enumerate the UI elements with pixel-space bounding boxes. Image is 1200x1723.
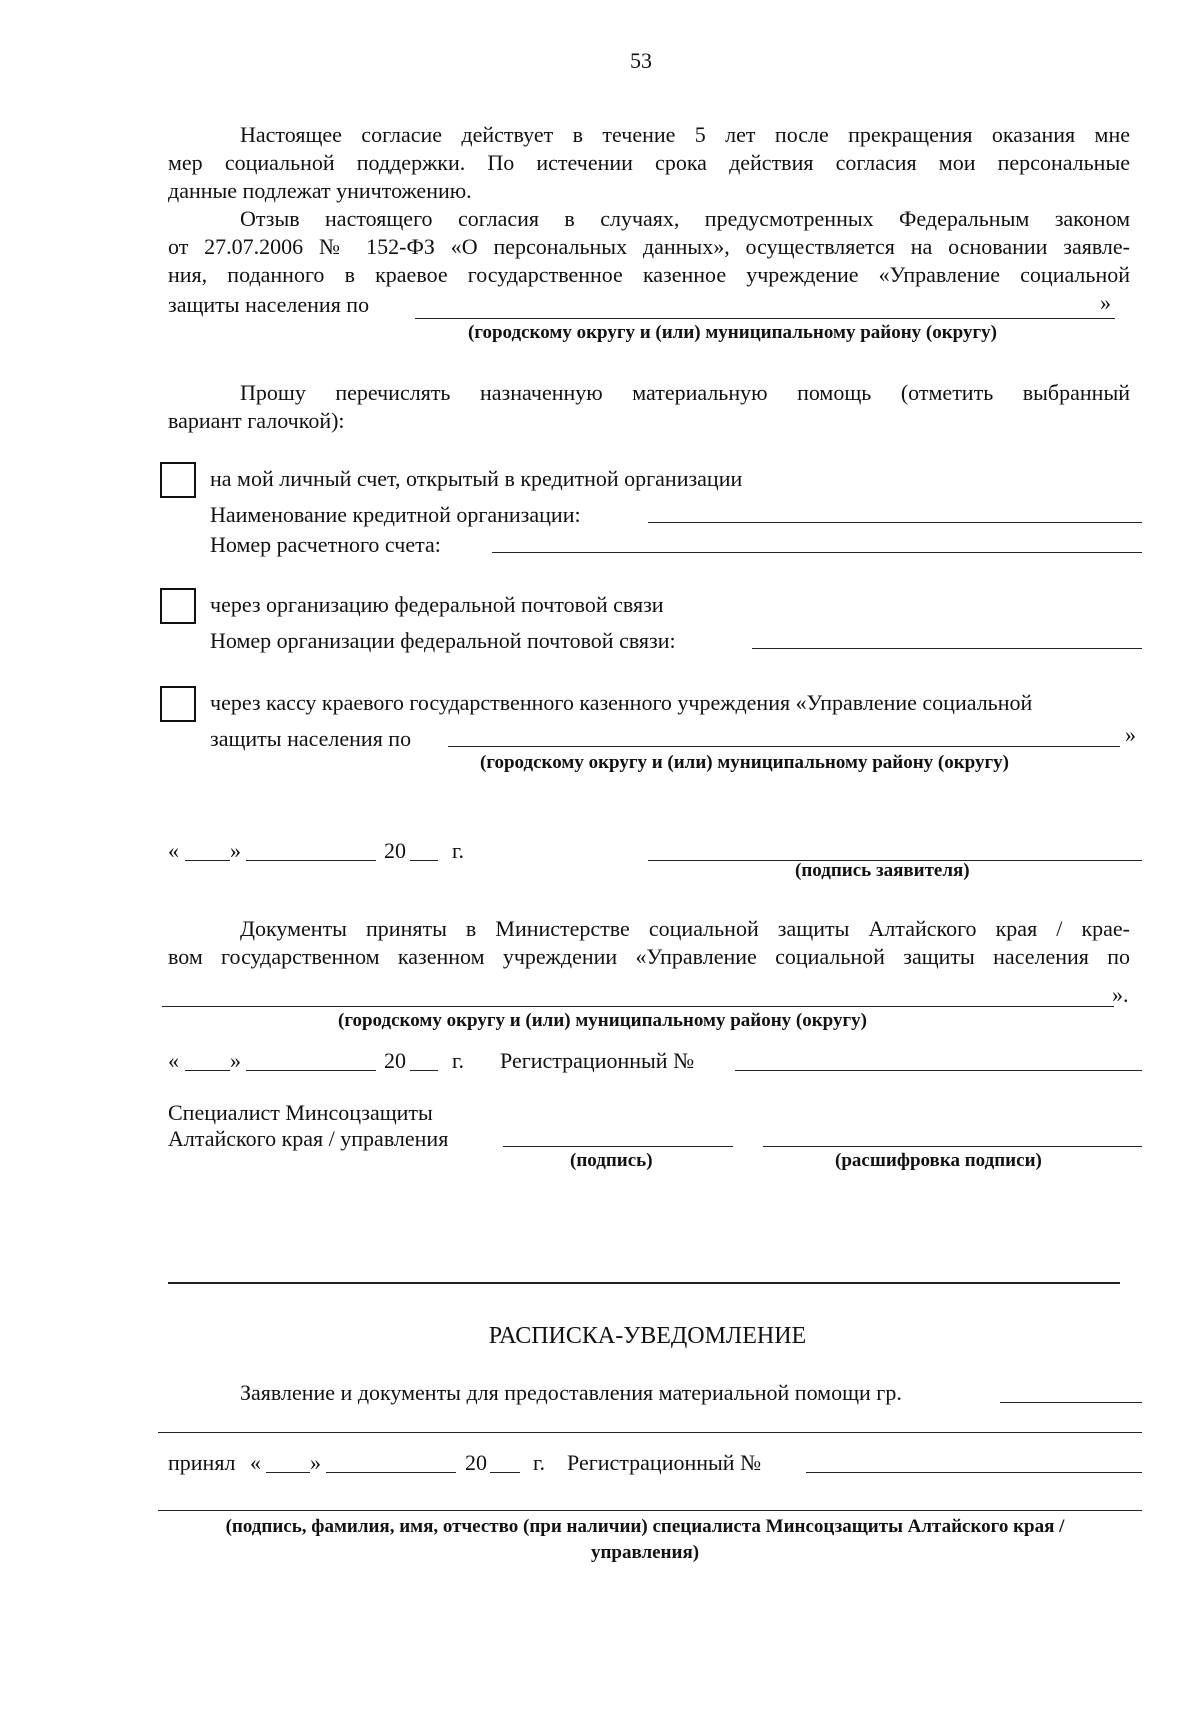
checkbox-cashier[interactable] (160, 686, 196, 722)
district-field-3[interactable] (162, 1006, 1114, 1007)
consent-p2-line3: ния, поданного в краевое государственное казенное учреждение «Управление социальной (168, 262, 1130, 287)
date-open-quote-2: « (168, 1048, 179, 1073)
separator-line (168, 1282, 1120, 1284)
year-field-1[interactable] (410, 860, 438, 861)
registration-label-1: Регистрационный № (500, 1048, 695, 1073)
year-suffix-3: г. (533, 1450, 546, 1475)
bank-name-field[interactable] (648, 522, 1142, 523)
year-prefix-3: 20 (465, 1450, 487, 1475)
option-post-title: через организацию федеральной почтовой связи (210, 592, 664, 617)
date-open-quote-3: « (250, 1450, 261, 1475)
date-close-quote-2: » (230, 1048, 241, 1073)
post-office-number-label: Номер организации федеральной почтовой связи: (210, 628, 676, 653)
year-prefix-2: 20 (384, 1048, 406, 1073)
receipt-footer-line2: управления) (590, 1542, 700, 1563)
citizen-name-field[interactable] (158, 1432, 1142, 1433)
registration-number-field-2[interactable] (806, 1472, 1142, 1473)
quote-close-2: » (1125, 722, 1136, 747)
district-field-1[interactable] (415, 318, 1115, 319)
consent-p2-line2: от 27.07.2006 № 152-ФЗ «О персональных данных», осуществляется на основании заявле- (168, 234, 1130, 259)
specialist-full-signature-field[interactable] (158, 1510, 1142, 1511)
registration-label-2: Регистрационный № (567, 1450, 762, 1475)
consent-p1-line3: данные подлежат уничтожению. (168, 178, 472, 203)
payment-intro-line2: вариант галочкой): (168, 408, 345, 433)
month-field-3[interactable] (326, 1472, 456, 1473)
accepted-line1: Документы приняты в Министерстве социальной защиты Алтайского края / крае- (240, 916, 1130, 941)
receipt-title: РАСПИСКА-УВЕДОМЛЕНИЕ (488, 1323, 807, 1349)
account-number-label: Номер расчетного счета: (210, 532, 441, 557)
receipt-accepted-prefix: принял (168, 1450, 236, 1475)
consent-p2-line1: Отзыв настоящего согласия в случаях, предусмотренных Федеральным законом (240, 206, 1130, 231)
payment-intro-line1: Прошу перечислять назначенную материальную помощь (отметить выбранный (240, 380, 1130, 405)
consent-p2-line4: защиты населения по (168, 292, 370, 317)
option-cashier-line2: защиты населения по (210, 726, 412, 751)
specialist-line2: Алтайского края / управления (168, 1126, 449, 1151)
post-office-number-field[interactable] (752, 648, 1142, 649)
year-field-2[interactable] (410, 1070, 438, 1071)
checkbox-bank-account[interactable] (160, 462, 196, 498)
day-field-3[interactable] (266, 1472, 310, 1473)
option-cashier-title: через кассу краевого государственного казенного учреждения «Управление социальной (210, 690, 1033, 715)
year-field-3[interactable] (490, 1472, 520, 1473)
year-prefix-1: 20 (384, 838, 406, 863)
day-field-1[interactable] (185, 860, 230, 861)
district-hint-2: (городскому округу и (или) муниципальному району (округу) (480, 752, 1009, 773)
registration-number-field-1[interactable] (735, 1070, 1142, 1071)
checkbox-post-office[interactable] (160, 588, 196, 624)
specialist-decode-hint: (расшифровка подписи) (835, 1150, 1042, 1171)
consent-p1-line2: мер социальной поддержки. По истечении срока действия согласия мои персональные (168, 150, 1130, 175)
specialist-line1: Специалист Минсоцзащиты (168, 1100, 433, 1125)
specialist-name-field[interactable] (763, 1146, 1142, 1147)
citizen-name-field-end[interactable] (1000, 1402, 1142, 1403)
quote-end-3: ». (1112, 982, 1129, 1007)
quote-close-1: » (1100, 290, 1111, 315)
date-open-quote-1: « (168, 838, 179, 863)
specialist-signature-hint: (подпись) (570, 1150, 653, 1171)
district-hint-1: (городскому округу и (или) муниципальному району (округу) (468, 322, 997, 343)
day-field-2[interactable] (185, 1070, 230, 1071)
accepted-line2: вом государственном казенном учреждении «Управление социальной защиты населения по (168, 944, 1130, 969)
applicant-signature-hint: (подпись заявителя) (795, 860, 970, 881)
date-close-quote-3: » (310, 1450, 321, 1475)
district-field-2[interactable] (448, 746, 1120, 747)
option-bank-title: на мой личный счет, открытый в кредитной организации (210, 466, 743, 491)
year-suffix-2: г. (452, 1048, 465, 1073)
bank-name-label: Наименование кредитной организации: (210, 502, 581, 527)
receipt-line1: Заявление и документы для предоставления материальной помощи гр. (240, 1380, 902, 1405)
year-suffix-1: г. (452, 838, 465, 863)
district-hint-3: (городскому округу и (или) муниципальному району (округу) (338, 1010, 867, 1031)
account-number-field[interactable] (492, 552, 1142, 553)
page-number: 53 (630, 48, 652, 73)
specialist-signature-field[interactable] (503, 1146, 733, 1147)
receipt-footer-line1: (подпись, фамилия, имя, отчество (при наличии) специалиста Минсоцзащиты Алтайского края / (225, 1516, 1065, 1537)
month-field-1[interactable] (246, 860, 376, 861)
consent-p1-line1: Настоящее согласие действует в течение 5 лет после прекращения оказания мне (240, 122, 1130, 147)
month-field-2[interactable] (246, 1070, 376, 1071)
date-close-quote-1: » (230, 838, 241, 863)
